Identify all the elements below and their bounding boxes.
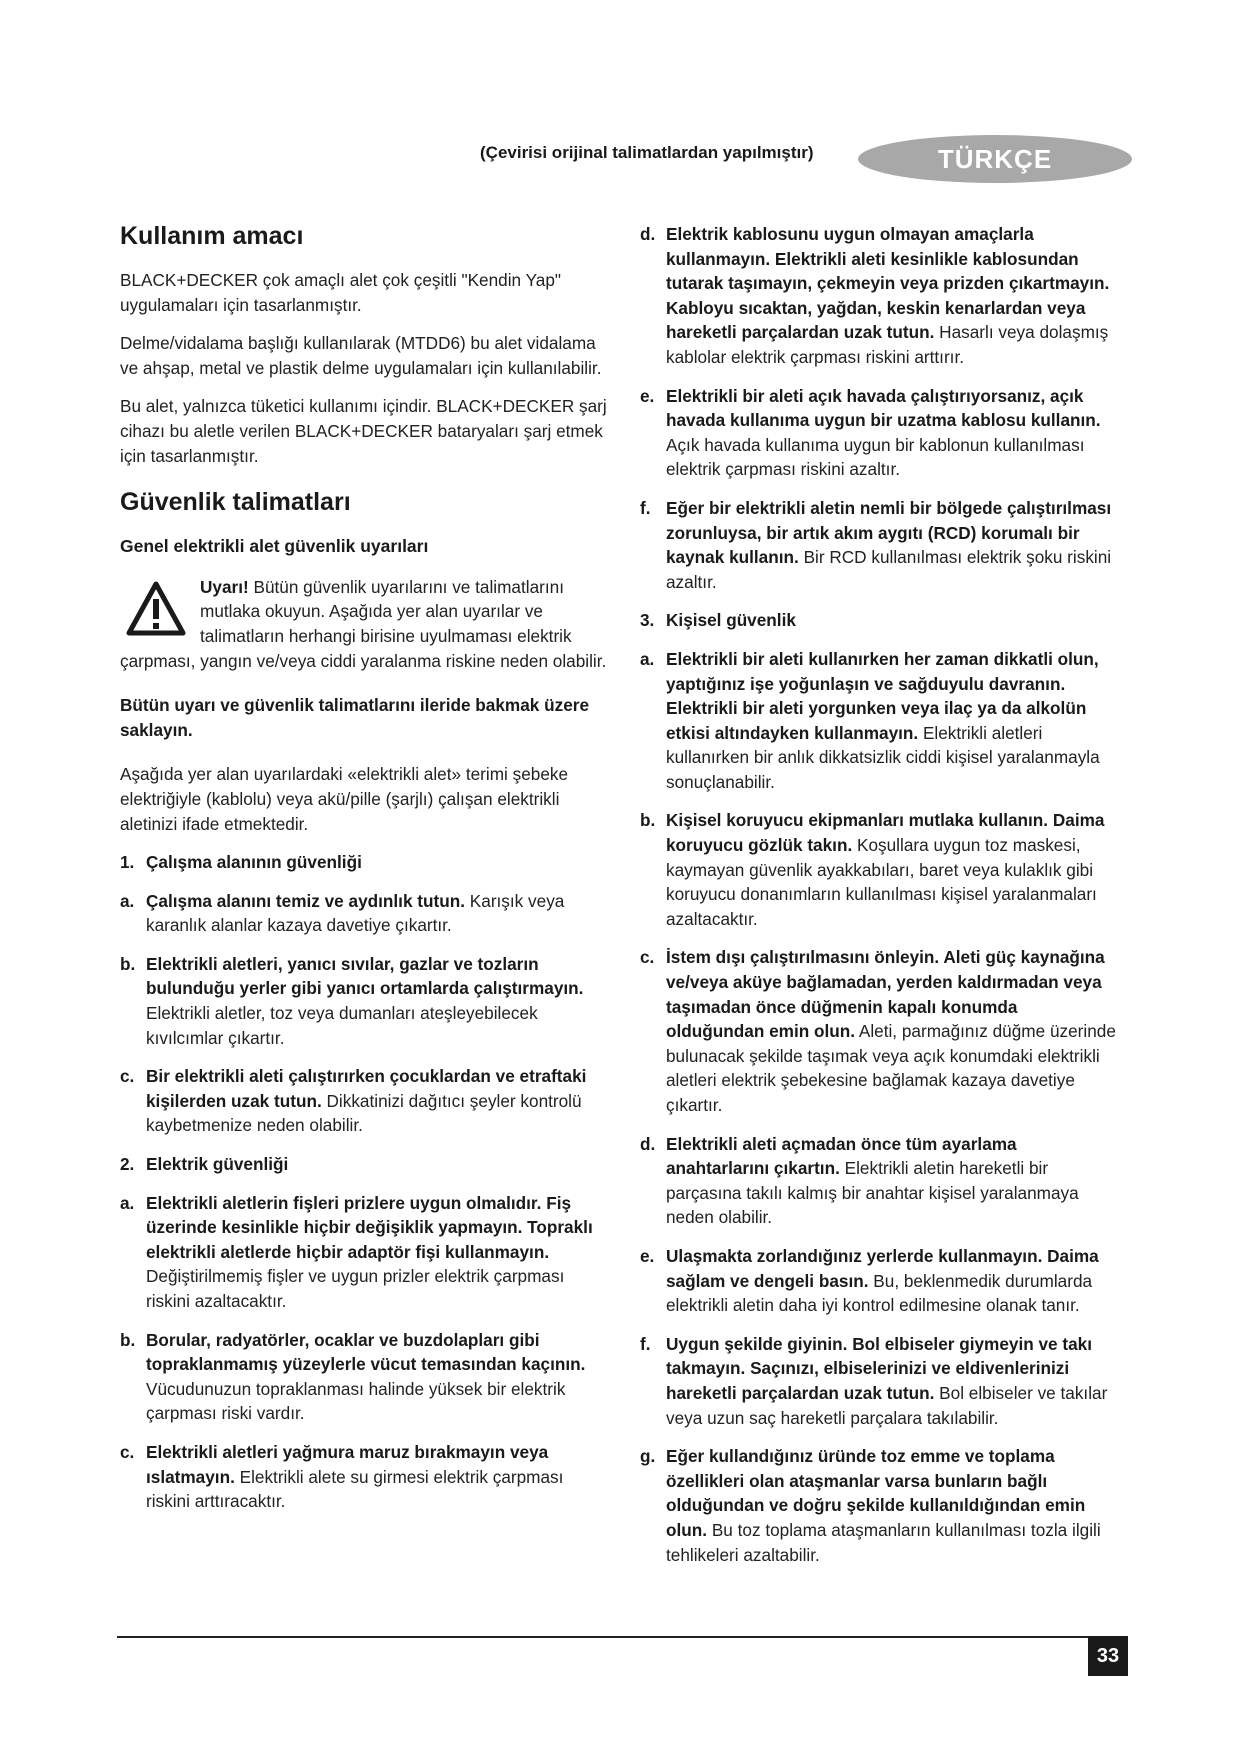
warning-block	[120, 575, 610, 673]
list-item	[640, 647, 1120, 795]
list-item	[640, 1244, 1120, 1318]
list-item	[640, 945, 1120, 1117]
item-bold: Elektrikli aletleri, yanıcı sıvılar, gazlar ve tozların bulunduğu yerler gibi yanıcı ortamlarda çalıştırmayın.	[146, 953, 584, 999]
item-text: Bir RCD kullanılması elektrik şoku riskini azaltır.	[666, 547, 1112, 592]
keep-instructions-note: Bütün uyarı ve güvenlik talimatlarını ileride bakmak üzere saklayın.	[120, 695, 589, 740]
item-label: f.	[640, 497, 651, 518]
item-label: b.	[120, 1329, 136, 1350]
intended-use-paragraph-1: BLACK+DECKER çok amaçlı alet çok çeşitli "Kendin Yap" uygulamaları için tasarlanmıştır.	[120, 270, 561, 315]
item-label: a.	[120, 1192, 135, 1213]
warning-triangle-icon	[126, 581, 186, 637]
item-text: Elektrikli aletleri kullanırken bir anlık dikkatsizlik ciddi kişisel yaralanmayla sonuçlanabilir.	[666, 722, 1100, 792]
language-badge	[858, 135, 1132, 183]
item-bold: Çalışma alanını temiz ve aydınlık tutun.	[146, 890, 466, 911]
item-bold: Elektrikli bir aleti kullanırken her zaman dikkatli olun, yaptığınız işe yoğunlaşın ve sağduyulu davranın. Elektrikli bir aleti yorgunken veya ilaç ya da alkolün etkisi altındayken kullanmayın.	[666, 648, 1099, 743]
section-2-heading	[120, 1152, 610, 1177]
item-bold: Elektrikli bir aleti açık havada çalıştırıyorsanız, açık havada kullanıma uygun bir uzatma kablosu kullanın.	[666, 385, 1101, 431]
list-item	[120, 1440, 610, 1514]
item-text: Bu toz toplama ataşmanların kullanılması tozla ilgili tehlikeleri azaltabilir.	[666, 1519, 1101, 1565]
list-item	[640, 1444, 1120, 1567]
right-column	[640, 222, 1120, 1581]
item-text: Elektrikli aletin hareketli bir parçasına takılı kalmış bir anahtar kişisel yaralanmaya neden olabilir.	[666, 1158, 1079, 1228]
warning-text: Bütün güvenlik uyarılarını ve talimatlarını mutlaka okuyun. Aşağıda yer alan uyarılar ve talimatların herhangi birisine uyulmaması elektrik çarpması, yangın ve/veya ciddi yaralanma riskine neden olabilir.	[120, 576, 607, 671]
item-label: a.	[640, 648, 655, 669]
list-item	[120, 1328, 610, 1426]
list-item	[640, 222, 1120, 370]
section-2-title: Elektrik güvenliği	[146, 1154, 289, 1175]
item-label: a.	[120, 890, 135, 911]
page-number: 33	[1088, 1636, 1128, 1676]
safety-heading: Güvenlik talimatları	[120, 488, 351, 517]
item-label: g.	[640, 1446, 656, 1467]
item-text: Elektrikli aletler, toz veya dumanları ateşleyebilecek kıvılcımlar çıkartır.	[146, 1003, 538, 1048]
item-text: Karışık veya karanlık alanlar kazaya davetiye çıkartır.	[146, 890, 565, 936]
general-safety-subheading: Genel elektrikli alet güvenlik uyarıları	[120, 536, 429, 557]
item-label: b.	[120, 953, 136, 974]
list-item	[640, 1332, 1120, 1430]
list-item	[120, 952, 610, 1050]
item-bold: Elektrikli aletleri yağmura maruz bırakmayın veya ıslatmayın.	[146, 1441, 549, 1487]
item-bold: Elektrikli aletlerin fişleri prizlere uygun olmalıdır. Fiş üzerinde kesinlikle hiçbir değişiklik yapmayın. Topraklı elektrikli aletlerde hiçbir adaptör fişi kullanmayın.	[146, 1192, 593, 1262]
item-label: c.	[120, 1441, 135, 1462]
item-text: Koşullara uygun toz maskesi, kaymayan güvenlik ayakkabıları, baret veya kulaklık gibi koruyucu donanımların kullanılması kişisel yaralanmaları azaltacaktır.	[666, 835, 1097, 929]
footer-rule	[117, 1636, 1122, 1638]
list-item	[120, 889, 610, 938]
language-label: TÜRKÇE	[937, 143, 1053, 174]
list-item	[640, 808, 1120, 931]
intended-use-paragraph-3: Bu alet, yalnızca tüketici kullanımı içindir. BLACK+DECKER şarj cihazı bu aletle verilen BLACK+DECKER bataryaları şarj etmek için tasarlanmıştır.	[120, 396, 607, 466]
item-bold: Bir elektrikli aleti çalıştırırken çocuklardan ve etraftaki kişilerden uzak tutun.	[146, 1066, 587, 1111]
intended-use-heading: Kullanım amacı	[120, 222, 304, 250]
item-text: Aleti, parmağınız düğme üzerinde bulunacak şekilde taşımak veya açık konumdaki elektrikli aletleri elektrik şebekesine bağlamak kazaya davetiye çıkartır.	[666, 1021, 1116, 1115]
item-text: Bu, beklenmedik durumlarda elektrikli aletin daha iyi kontrol edilmesine olanak tanır.	[666, 1270, 1093, 1316]
item-label: f.	[640, 1333, 651, 1354]
section-3-title: Kişisel güvenlik	[666, 610, 796, 631]
item-text: Dikkatinizi dağıtıcı şeyler kontrolü kaybetmenize neden olabilir.	[146, 1090, 582, 1136]
item-label: c.	[120, 1066, 135, 1087]
item-text: Açık havada kullanıma uygun bir kablonun kullanılması elektrik çarpması riskini azaltır.	[666, 434, 1085, 480]
item-text: Elektrikli alete su girmesi elektrik çarpması riskini arttıracaktır.	[146, 1466, 564, 1512]
item-label: c.	[640, 947, 655, 968]
item-bold: Elektrik kablosunu uygun olmayan amaçlarla kullanmayın. Elektrikli aleti kesinlikle kablosundan tutarak taşımayın, çekmeyin veya prizden çıkartmayın. Kabloyu sıcaktan, yağdan, keskin kenarlardan veya hareketli parçalardan uzak tutun.	[666, 224, 1110, 343]
list-item	[120, 1191, 610, 1314]
section-3-number: 3.	[640, 610, 655, 631]
section-2-number: 2.	[120, 1154, 135, 1175]
item-text: Bol elbiseler ve takılar veya uzun saç hareketli parçalara takılabilir.	[666, 1382, 1108, 1428]
section-3-heading	[640, 608, 1120, 633]
item-text: Vücudunuzun topraklanması halinde yüksek bir elektrik çarpması riski vardır.	[146, 1378, 566, 1424]
item-bold: Eğer kullandığınız üründe toz emme ve toplama özellikleri olan ataşmanlar varsa bunların bağlı olduğundan ve doğru şekilde kullanıldığından emin olun.	[666, 1446, 1086, 1540]
left-column	[120, 222, 610, 1528]
item-label: d.	[640, 1133, 656, 1154]
section-1-number: 1.	[120, 852, 135, 873]
intended-use-paragraph-2: Delme/vidalama başlığı kullanılarak (MTDD6) bu alet vidalama ve ahşap, metal ve plastik delme uygulamaları için kullanılabilir.	[120, 333, 602, 378]
item-bold: Borular, radyatörler, ocaklar ve buzdolapları gibi topraklanmamış yüzeylerle vücut temasından kaçının.	[146, 1329, 586, 1375]
item-bold: Kişisel koruyucu ekipmanları mutlaka kullanın. Daima koruyucu gözlük takın.	[666, 810, 1105, 856]
item-label: e.	[640, 385, 655, 406]
list-item	[640, 1132, 1120, 1230]
item-bold: Elektrikli aleti açmadan önce tüm ayarlama anahtarlarını çıkartın.	[666, 1133, 1017, 1179]
item-bold: Ulaşmakta zorlandığınız yerlerde kullanmayın. Daima sağlam ve dengeli basın.	[666, 1245, 1099, 1291]
translation-note: (Çevirisi orijinal talimatlardan yapılmıştır)	[480, 143, 814, 162]
section-1-title: Çalışma alanının güvenliği	[146, 852, 362, 873]
item-label: b.	[640, 810, 656, 831]
item-bold: İstem dışı çalıştırılmasını önleyin. Aleti güç kaynağına ve/veya aküye bağlamadan, yerden kaldırmadan veya taşımadan önce düğmenin kapalı konumda olduğundan emin olun.	[666, 947, 1105, 1042]
power-tool-term-note: Aşağıda yer alan uyarılardaki «elektrikli alet» terimi şebeke elektriğiyle (kablolu) veya akü/pille (şarjlı) çalışan elektrikli aletinizi ifade etmektedir.	[120, 764, 569, 834]
item-label: e.	[640, 1245, 655, 1266]
item-bold: Eğer bir elektrikli aletin nemli bir bölgede çalıştırılması zorunluysa, bir artık akım aygıtı (RCD) korumalı bir kaynak kullanın.	[666, 497, 1112, 568]
item-text: Hasarlı veya dolaşmış kablolar elektrik çarpması riskini arttırır.	[666, 322, 1109, 367]
item-text: Değiştirilmemiş fişler ve uygun prizler elektrik çarpması riskini azaltacaktır.	[146, 1266, 565, 1311]
item-label: d.	[640, 224, 656, 244]
list-item	[120, 1064, 610, 1138]
list-item	[640, 496, 1120, 594]
section-1-heading	[120, 850, 610, 875]
warning-label: Uyarı!	[200, 576, 249, 597]
item-bold: Uygun şekilde giyinin. Bol elbiseler giymeyin ve takı takmayın. Saçınızı, elbiselerinizi ve eldivenlerinizi hareketli parçalardan uzak tutun.	[666, 1333, 1093, 1403]
list-item	[640, 384, 1120, 482]
